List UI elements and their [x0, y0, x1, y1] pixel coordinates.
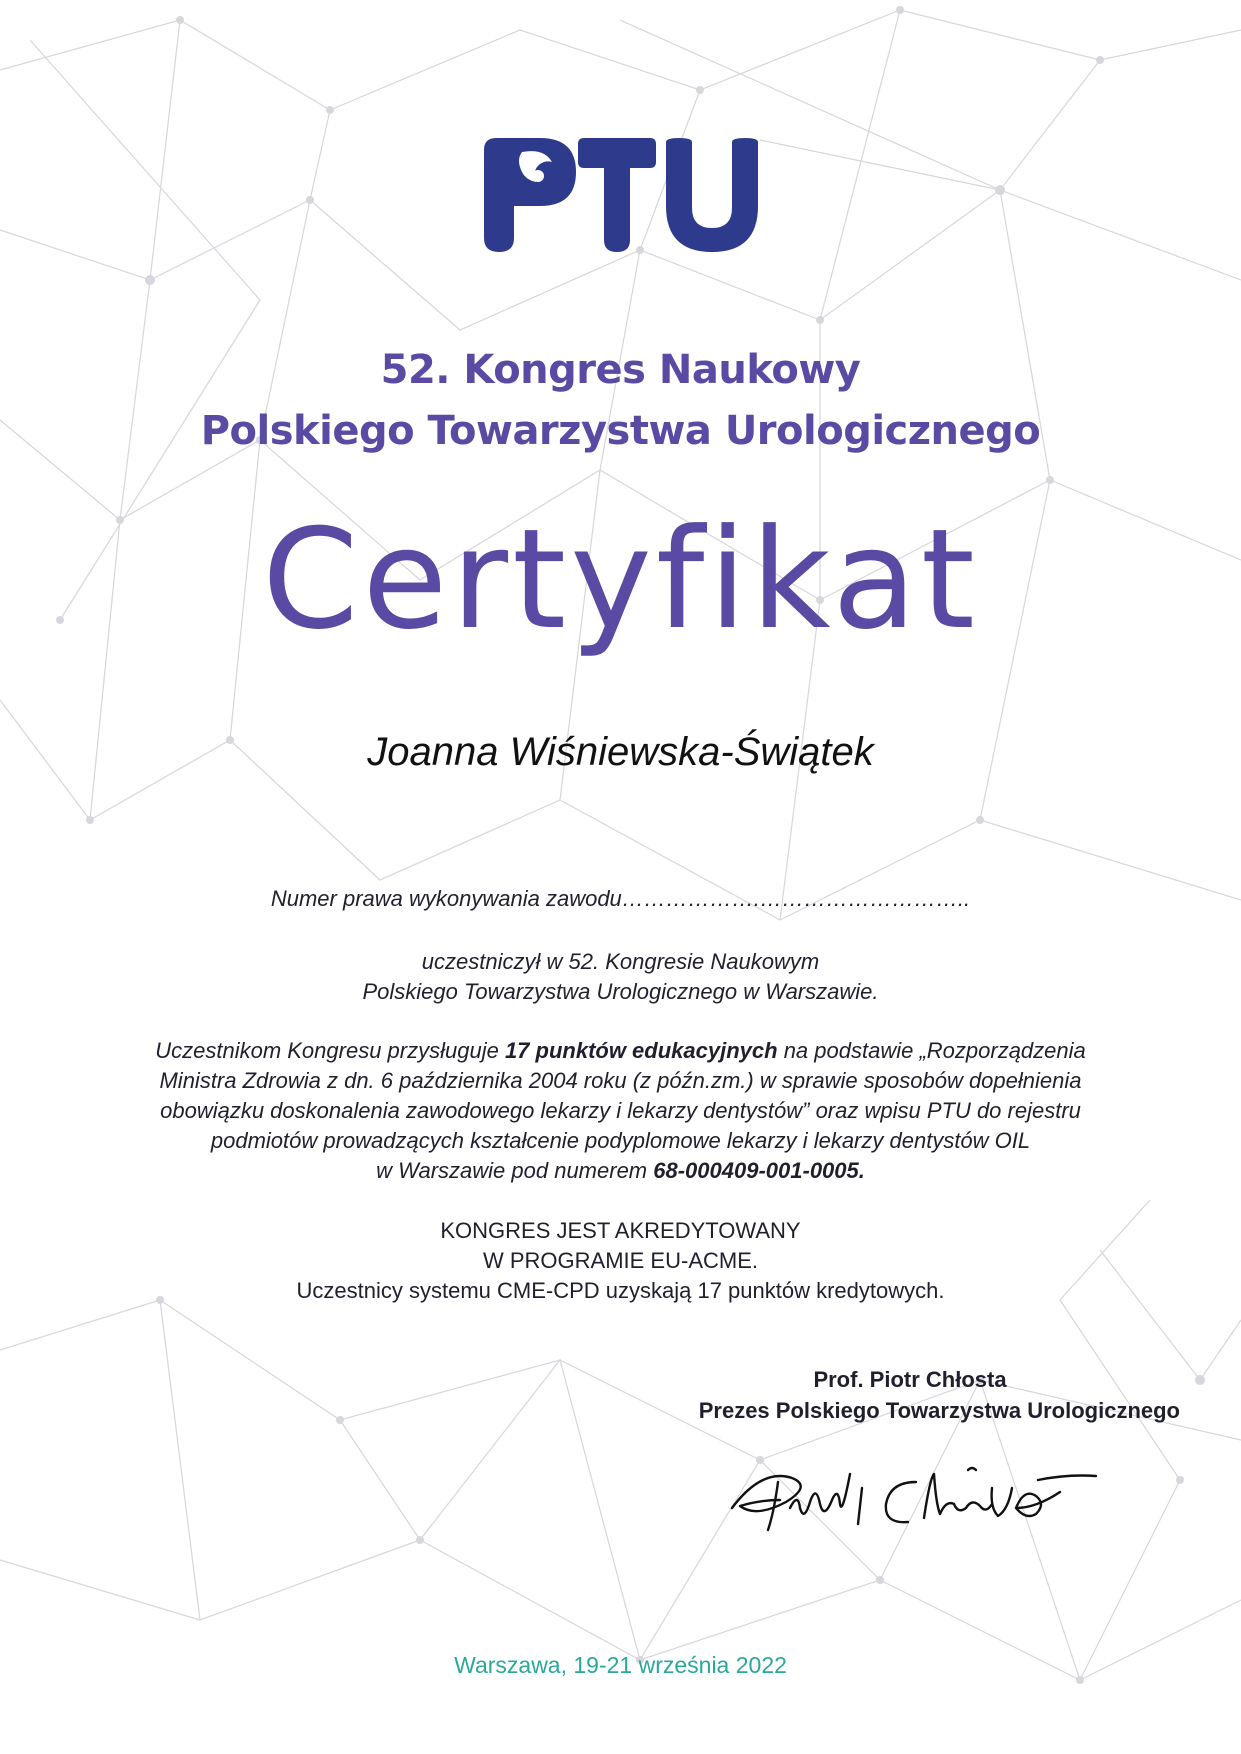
handwritten-signature — [720, 1448, 1120, 1548]
accreditation-line2: W PROGRAMIE EU-ACME. — [482, 1248, 758, 1273]
place-and-date: Warszawa, 19-21 września 2022 — [454, 1652, 787, 1678]
accreditation-line3: Uczestnicy systemu CME-CPD uzyskają 17 punktów kredytowych. — [296, 1278, 945, 1303]
accreditation-line1: KONGRES JEST AKREDYTOWANY — [440, 1218, 801, 1243]
participation-line2: Polskiego Towarzystwa Urologicznego w Warszawie. — [362, 979, 879, 1004]
accreditation-statement — [0, 1216, 1241, 1306]
points-line5 — [40, 1156, 1201, 1186]
participation-statement — [0, 947, 1241, 1007]
points-line1-before: Uczestnikom Kongresu przysługuje — [155, 1038, 505, 1063]
points-line1-after: na podstawie „Rozporządzenia — [777, 1038, 1086, 1063]
registry-number-bold: 68-000409-001-0005. — [653, 1158, 865, 1183]
congress-title-line2: Polskiego Towarzystwa Urologicznego — [200, 408, 1041, 454]
points-count-bold: 17 punktów edukacyjnych — [504, 1038, 778, 1063]
signatory-block — [600, 1364, 1180, 1426]
congress-title-line1: 52. Kongres Naukowy — [380, 347, 861, 393]
signatory-role: Prezes Polskiego Towarzystwa Urologicznego — [698, 1398, 1180, 1423]
education-points-paragraph — [40, 1036, 1201, 1186]
ptu-logo — [480, 134, 760, 256]
points-line2: Ministra Zdrowia z dn. 6 października 2004 roku (z późn.zm.) w sprawie sposobów dopełnienia — [159, 1068, 1082, 1093]
points-line3: obowiązku doskonalenia zawodowego lekarzy i lekarzy dentystów” oraz wpisu PTU do rejestru — [160, 1098, 1081, 1123]
congress-title — [0, 340, 1241, 462]
recipient-name: Joanna Wiśniewska-Świątek — [367, 730, 874, 774]
points-line5-before: w Warszawie pod numerem — [376, 1158, 654, 1183]
signatory-name: Prof. Piotr Chłosta — [813, 1367, 1007, 1392]
points-line4: podmiotów prowadzących kształcenie podyplomowe lekarzy i lekarzy dentystów OIL — [210, 1128, 1031, 1153]
participation-line1: uczestniczył w 52. Kongresie Naukowym — [421, 949, 820, 974]
points-line1 — [40, 1036, 1201, 1066]
certificate-heading: Certyfikat — [262, 499, 979, 660]
license-number-line: Numer prawa wykonywania zawodu……………….……………………….. — [270, 886, 971, 911]
